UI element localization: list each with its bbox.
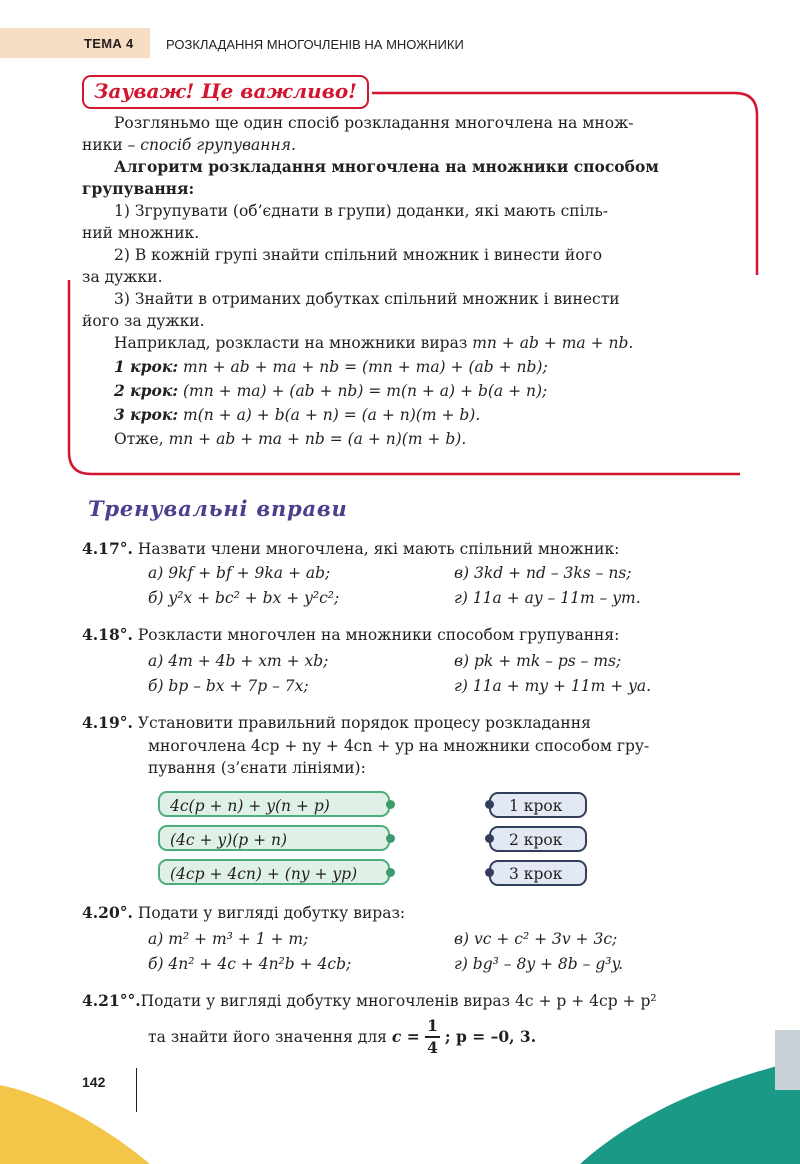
match-right-item-2[interactable]: 2 крок [489,826,587,852]
exercise-4-19-line2: многочлена 4cp + ny + 4cn + yp на множники способом гру- [148,737,650,755]
exercise-4-21-line2: та знайти його значення для c = $\frac{1}{4}$ ; p = –0, 3. [148,1016,537,1057]
exercise-4-17-v: в) 3kd + nd – 3ks – ns; [454,564,632,582]
page-number: 142 [82,1074,106,1090]
exercise-4-20-v: в) vc + c² + 3v + 3c; [454,930,618,948]
step-example-1: 1 крок: mn + ab + ma + nb = (mn + ma) + (ab + nb); [114,357,548,376]
exercise-4-18-text: 4.18°. Розкласти многочлен на множники способом групування: [82,625,620,644]
exercise-4-20-a: а) m² + m³ + 1 + m; [148,930,309,948]
match-right-handle-3[interactable] [485,868,494,877]
step-example-3: 3 крок: m(n + a) + b(a + n) = (a + n)(m + b). [114,405,481,424]
exercise-4-21-line1: 4.21°°.Подати у вигляді добутку многочленів вираз 4c + p + 4cp + p² [82,991,657,1010]
teal-corner-shape [580,1060,800,1164]
match-left-item-2[interactable]: (4c + y)(p + n) [158,825,390,851]
exercise-4-20-b: б) 4n² + 4c + 4n²b + 4cb; [148,955,352,973]
exercise-4-18-v: в) pk + mk – ps – ms; [454,652,622,670]
step3-line1: 3) Знайти в отриманих добутках спільний множник і винести [114,290,620,308]
exercise-4-20-g: г) bg³ – 8y + 8b – g³y. [454,955,624,973]
exercise-4-18-b: б) bp – bx + 7p – 7x; [148,677,309,695]
exercise-4-17-a: а) 9kf + bf + 9ka + ab; [148,564,331,582]
exercise-4-19-line3: пування (з’єнати лініями): [148,759,366,777]
footer-divider [136,1068,137,1112]
note-intro-line2: ники – спосіб групування. [82,136,296,154]
match-left-item-3[interactable]: (4cp + 4cn) + (ny + yp) [158,859,390,885]
algorithm-title-line2: групування: [82,179,195,198]
match-right-handle-1[interactable] [485,800,494,809]
match-right-handle-2[interactable] [485,834,494,843]
step1-line1: 1) Згрупувати (об’єднати в групи) доданки, які мають спіль- [114,202,609,220]
match-right-item-1[interactable]: 1 крок [489,792,587,818]
exercise-4-19-line1: 4.19°. Установити правильний порядок процесу розкладання [82,713,591,732]
step1-line2: ний множник. [82,224,200,242]
match-left-handle-2[interactable] [386,834,395,843]
note-tag: Зауваж! Це важливо! [82,75,369,109]
match-right-item-3[interactable]: 3 крок [489,860,587,886]
result-line: Отже, mn + ab + ma + nb = (a + n)(m + b). [114,430,467,448]
step-example-2: 2 крок: (mn + ma) + (ab + nb) = m(n + a) + b(a + n); [114,381,548,400]
algorithm-title-line1: Алгоритм розкладання многочлена на множники способом [114,157,659,176]
fraction-one-quarter: $\frac{1}{4}$ [427,1016,438,1057]
exercise-4-17-text: 4.17°. Назвати члени многочлена, які мають спільний множник: [82,539,620,558]
step2-line2: за дужки. [82,268,163,286]
exercise-4-18-g: г) 11a + my + 11m + ya. [454,677,652,695]
exercise-4-17-g: г) 11a + ay – 11m – ym. [454,589,641,607]
topic-number: ТЕМА 4 [84,36,134,51]
example-line: Наприклад, розкласти на множники вираз mn + ab + ma + nb. [114,334,634,352]
note-intro-line1: Розгляньмо ще один спосіб розкладання многочлена на множ- [114,114,634,132]
match-left-handle-1[interactable] [386,800,395,809]
match-left-handle-3[interactable] [386,868,395,877]
yellow-corner-shape [0,1085,150,1164]
section-title: РОЗКЛАДАННЯ МНОГОЧЛЕНІВ НА МНОЖНИКИ [166,37,464,52]
step3-line2: його за дужки. [82,312,205,330]
exercise-4-18-a: а) 4m + 4b + xm + xb; [148,652,329,670]
exercise-4-17-b: б) y²x + bc² + bx + y²c²; [148,589,340,607]
exercise-4-20-text: 4.20°. Подати у вигляді добутку вираз: [82,903,406,922]
page-edge-shape [775,1030,800,1090]
training-title: Тренувальні вправи [88,496,348,521]
match-left-item-1[interactable]: 4c(p + n) + y(n + p) [158,791,390,817]
step2-line1: 2) В кожній групі знайти спільний множник і винести його [114,246,603,264]
